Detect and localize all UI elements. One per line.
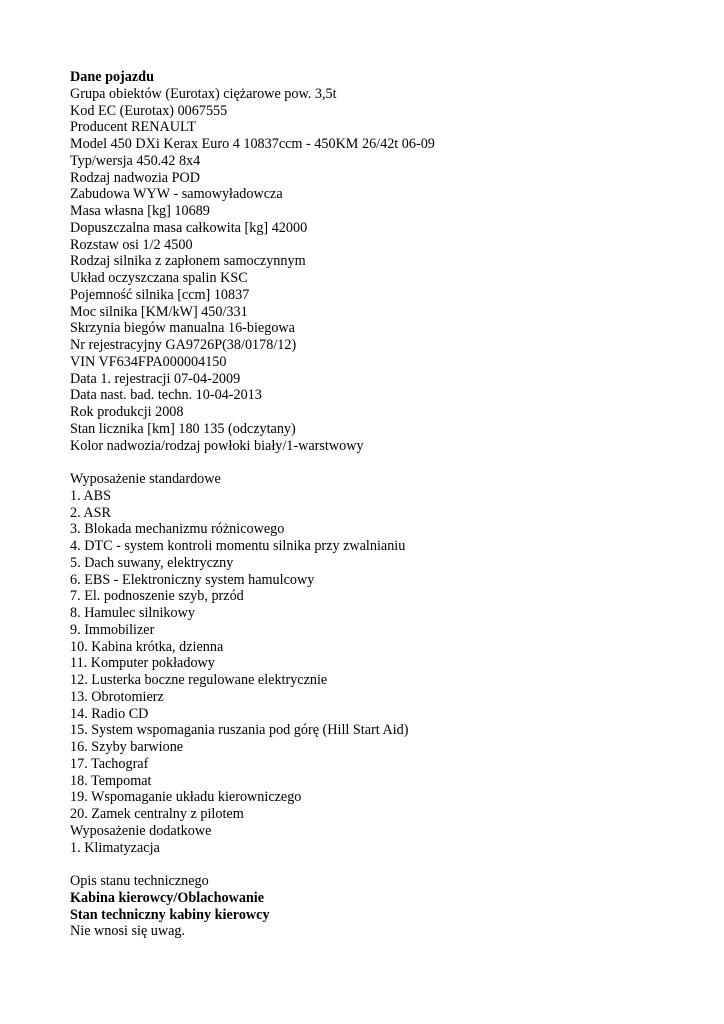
list-item: 7. El. podnoszenie szyb, przód	[70, 588, 244, 605]
list-item: 11. Komputer pokładowy	[70, 655, 215, 672]
vehicle-data-heading: Dane pojazdu	[70, 69, 154, 85]
vehicle-data-line: VIN VF634FPA000004150	[70, 353, 227, 370]
vehicle-data-line: Typ/wersja 450.42 8x4	[70, 152, 201, 169]
blank-line	[70, 856, 710, 873]
vehicle-data-line: Data nast. bad. techn. 10-04-2013	[70, 387, 262, 404]
list-item: 6. EBS - Elektroniczny system hamulcowy	[70, 571, 315, 588]
list-item: 4. DTC - system kontroli momentu silnika przy zwalnianiu	[70, 538, 406, 554]
list-item: 1. Klimatyzacja	[70, 839, 160, 856]
vehicle-data-line: Masa własna [kg] 10689	[70, 203, 210, 219]
list-item: 15. System wspomagania ruszania pod górę (Hill Start Aid)	[70, 722, 409, 739]
vehicle-data-line: Rodzaj silnika z zapłonem samoczynnym	[70, 253, 306, 270]
list-item: 19. Wspomaganie układu kierowniczego	[70, 789, 302, 806]
vehicle-data-line: Kod EC (Eurotax) 0067555	[70, 102, 228, 119]
vehicle-data-line: Zabudowa WYW - samowyładowcza	[70, 186, 283, 203]
document-content	[70, 69, 710, 940]
list-item: 8. Hamulec silnikowy	[70, 605, 195, 621]
cabin-subsection-title: Stan techniczny kabiny kierowcy	[70, 906, 270, 923]
vehicle-data-line: Rok produkcji 2008	[70, 404, 184, 420]
list-item: 20. Zamek centralny z pilotem	[70, 806, 244, 822]
list-item: 10. Kabina krótka, dzienna	[70, 638, 224, 655]
vehicle-data-line: Data 1. rejestracji 07-04-2009	[70, 370, 241, 387]
standard-equipment-heading: Wyposażenie standardowe	[70, 471, 221, 487]
vehicle-data-line: Rodzaj nadwozia POD	[70, 169, 201, 186]
standard-equipment-list	[70, 488, 710, 823]
vehicle-data-line: Skrzynia biegów manualna 16-biegowa	[70, 320, 295, 337]
vehicle-data-line: Model 450 DXi Kerax Euro 4 10837ccm - 450KM 26/42t 06-09	[70, 136, 435, 152]
vehicle-data-line: Nr rejestracyjny GA9726P(38/0178/12)	[70, 337, 297, 353]
blank-line	[70, 454, 710, 471]
list-item: 17. Tachograf	[70, 755, 149, 772]
vehicle-data-line: Producent RENAULT	[70, 119, 196, 136]
list-item: 14. Radio CD	[70, 705, 149, 722]
list-item: 1. ABS	[70, 487, 112, 504]
vehicle-data-line: Dopuszczalna masa całkowita [kg] 42000	[70, 219, 308, 236]
vehicle-data-line: Układ oczyszczana spalin KSC	[70, 270, 248, 286]
cabin-section-title: Kabina kierowcy/Oblachowanie	[70, 889, 265, 906]
list-item: 3. Blokada mechanizmu różnicowego	[70, 521, 285, 538]
vehicle-data-list	[70, 86, 710, 455]
cabin-condition-note: Nie wnosi się uwag.	[70, 923, 186, 940]
additional-equipment-heading: Wyposażenie dodatkowe	[70, 822, 212, 839]
vehicle-data-line: Rozstaw osi 1/2 4500	[70, 236, 193, 253]
list-item: 16. Szyby barwione	[70, 739, 184, 755]
list-item: 12. Lusterka boczne regulowane elektrycznie	[70, 672, 328, 688]
list-item: 9. Immobilizer	[70, 621, 155, 638]
list-item: 5. Dach suwany, elektryczny	[70, 554, 234, 571]
list-item: 18. Tempomat	[70, 772, 152, 789]
vehicle-data-line: Grupa obiektów (Eurotax) ciężarowe pow. 3,5t	[70, 85, 337, 102]
vehicle-data-line: Stan licznika [km] 180 135 (odczytany)	[70, 420, 296, 437]
vehicle-data-line: Kolor nadwozia/rodzaj powłoki biały/1-warstwowy	[70, 437, 364, 454]
vehicle-data-line: Moc silnika [KM/kW] 450/331	[70, 303, 248, 320]
additional-equipment-list	[70, 840, 710, 857]
vehicle-data-line: Pojemność silnika [ccm] 10837	[70, 286, 250, 303]
list-item: 13. Obrotomierz	[70, 688, 164, 705]
technical-condition-heading: Opis stanu technicznego	[70, 873, 209, 889]
list-item: 2. ASR	[70, 504, 112, 521]
